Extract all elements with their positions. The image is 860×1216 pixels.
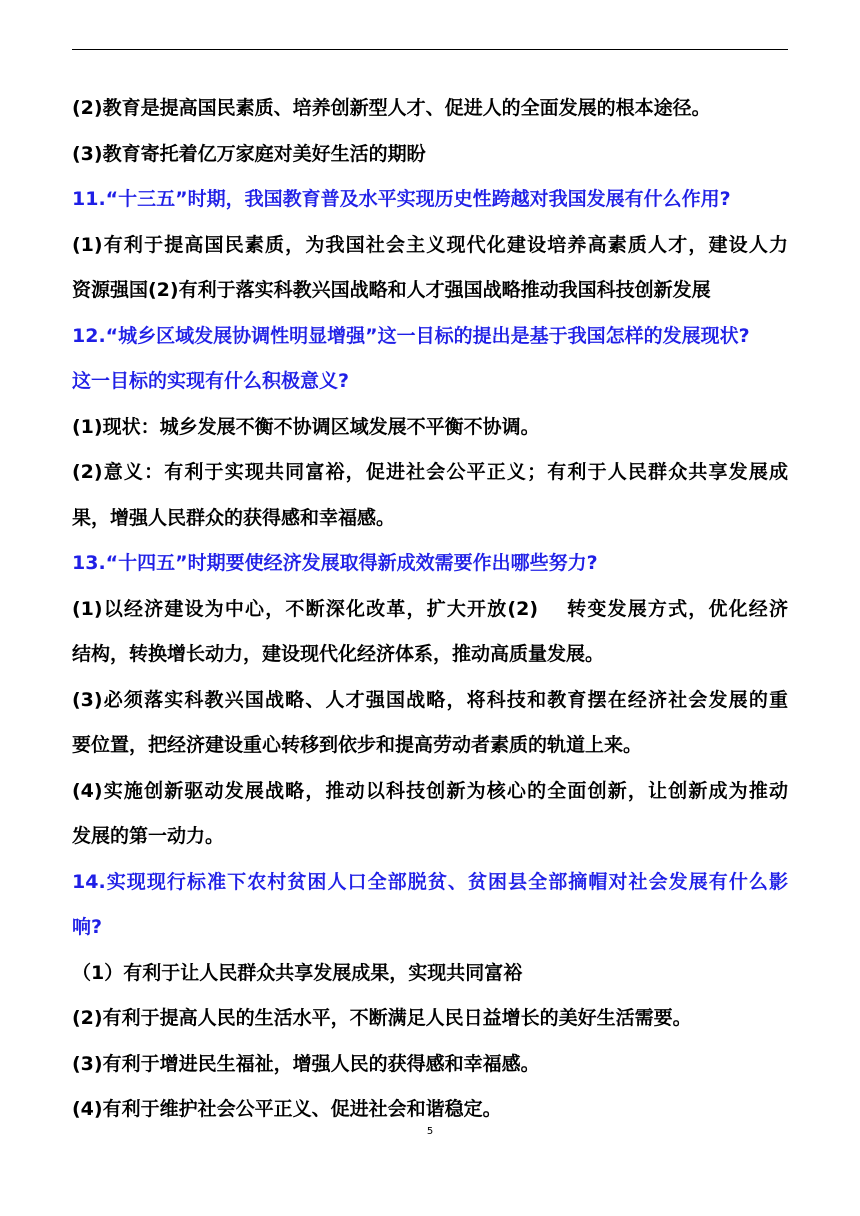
answer-line: (1)以经济建设为中心，不断深化改革，扩大开放(2) 转变发展方式，优化经济 — [72, 597, 788, 620]
answer-line: 要位置，把经济建设重心转移到依步和提高劳动者素质的轨道上来。 — [72, 734, 643, 756]
question-line: 12.“城乡区域发展协调性明显增强”这一目标的提出是基于我国怎样的发展现状? — [72, 324, 750, 347]
answer-line: (3)有利于增进民生福祉，增强人民的获得感和幸福感。 — [72, 1052, 540, 1075]
question-line: 13.“十四五”时期要使经济发展取得新成效需要作出哪些努力? — [72, 552, 598, 574]
answer-line: (1)有利于提高国民素质，为我国社会主义现代化建设培养高素质人才，建设人力 — [72, 233, 788, 256]
answer-line: (2)意义：有利于实现共同富裕，促进社会公平正义；有利于人民群众共享发展成 — [72, 461, 788, 483]
answer-line: 结构，转换增长动力，建设现代化经济体系，推动高质量发展。 — [72, 643, 605, 665]
answer-line: (3)教育寄托着亿万家庭对美好生活的期盼 — [72, 142, 426, 165]
answer-line: (4)有利于维护社会公平正义、促进社会和谐稳定。 — [72, 1098, 502, 1120]
answer-line: (1)现状：城乡发展不衡不协调区域发展不平衡不协调。 — [72, 415, 540, 438]
question-line: 11.“十三五”时期，我国教育普及水平实现历史性跨越对我国发展有什么作用? — [72, 188, 731, 210]
document-body — [72, 86, 788, 1133]
answer-line: 发展的第一动力。 — [72, 825, 225, 847]
answer-line: (2)有利于提高人民的生活水平，不断满足人民日益增长的美好生活需要。 — [72, 1007, 692, 1029]
answer-line: (2)教育是提高国民素质、培养创新型人才、促进人的全面发展的根本途径。 — [72, 97, 711, 119]
question-line: 这一目标的实现有什么积极意义? — [72, 370, 350, 392]
header-rule — [72, 49, 788, 50]
page-number: 5 — [426, 1126, 434, 1137]
answer-line: (3)必须落实科教兴国战略、人才强国战略，将科技和教育摆在经济社会发展的重 — [72, 688, 788, 711]
answer-line: 资源强国(2)有利于落实科教兴国战略和人才强国战略推动我国科技创新发展 — [72, 279, 711, 301]
answer-line: (4)实施创新驱动发展战略，推动以科技创新为核心的全面创新，让创新成为推动 — [72, 779, 788, 802]
question-line: 14.实现现行标准下农村贫困人口全部脱贫、贫困县全部摘帽对社会发展有什么影 — [72, 870, 788, 893]
answer-line: （1）有利于让人民群众共享发展成果，实现共同富裕 — [72, 961, 523, 984]
question-line: 响? — [72, 916, 103, 938]
answer-line: 果，增强人民群众的获得感和幸福感。 — [72, 506, 396, 529]
